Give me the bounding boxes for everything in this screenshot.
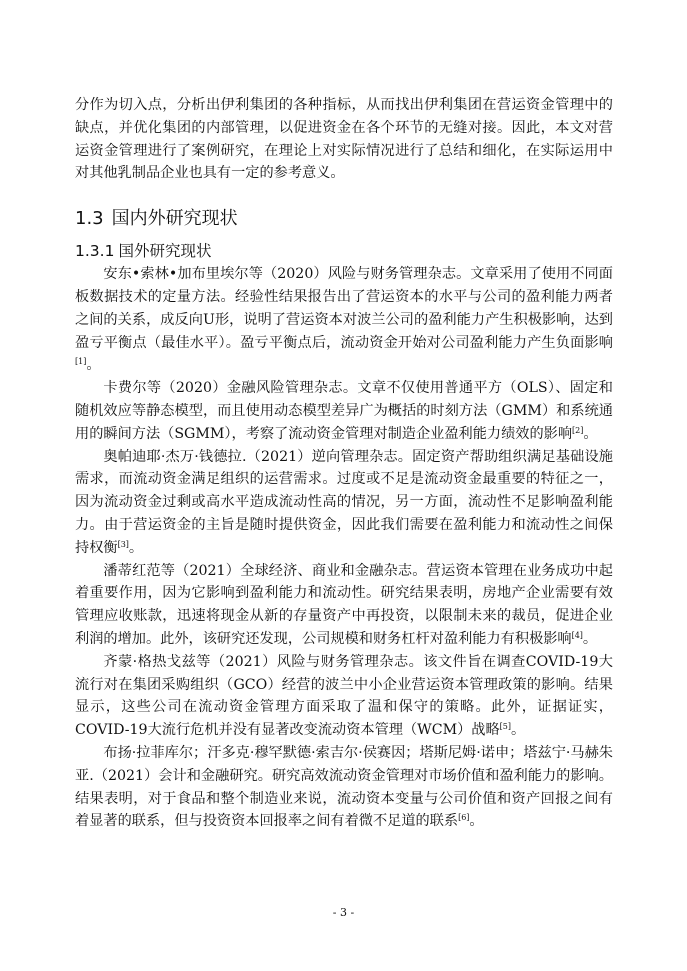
subsection-heading <box>75 239 613 263</box>
paragraph-text: 奥帕迪耶·杰万·钱德拉.（2021）逆向管理杂志。固定资产帮助组织满足基础设施需求，而流动资金满足组织的运营需求。过度或不足是流动资金最重要的特征之一，因为流动资金过剩或高水平造成流动性高的情况，另一方面，流动性不足影响盈利能力。由于营运资金的主旨是随时提供资金，因此我们需要在盈利能力和流动性之间保持权衡 <box>75 448 613 556</box>
citation-ref[interactable]: [2] <box>572 425 584 435</box>
citation-ref[interactable]: [4] <box>571 630 583 640</box>
section-title: 国内外研究现状 <box>111 208 238 230</box>
section-number: 1.3 <box>75 208 104 230</box>
paragraph-end: 。 <box>582 630 598 647</box>
paragraph-end: 。 <box>86 357 101 374</box>
paragraph-text: 潘蒂红范等（2021）全球经济、商业和金融杂志。营运资本管理在业务成功中起着重要作用，因为它影响到盈利能力和流动性。研究结果表明，房地产企业需要有效管理应收账款，迅速将现金从新的存量资产中再投资，以限制未来的裁员，促进企业利润的增加。此外，该研究还发现，公司规模和财务杠杆对盈利能力有积极影响 <box>75 562 613 647</box>
paragraph-1 <box>75 263 613 377</box>
paragraph-6 <box>75 742 613 833</box>
intro-paragraph: 分作为切入点，分析出伊利集团的各种指标，从而找出伊利集团在营运资金管理中的缺点，并优化集团的内部管理，以促进资金在各个环节的无缝对接。因此，本文对营运资金管理进行了案例研究，在理论上对实际情况进行了总结和细化，在实际运用中对其他乳制品企业也具有一定的参考意义。 <box>75 97 613 182</box>
subsection-number: 1.3.1 <box>75 242 115 261</box>
paragraph-end: 。 <box>583 425 598 442</box>
paragraph-end: 。 <box>511 722 526 739</box>
paragraph-text: 齐蒙·格热戈兹等（2021）风险与财务管理杂志。该文件旨在调查COVID-19大流行对在集团采购组织（GCO）经营的波兰中小企业营运资本管理政策的影响。结果显示，这些公司在流动资金管理方面采取了温和保守的策略。此外，证据证实，COVID-19大流行危机并没有显著改变流动资本管理（WCM）战略 <box>75 653 613 739</box>
paragraph-text: 卡费尔等（2020）金融风险管理杂志。文章不仅使用普通平方（OLS）、固定和随机效应等静态模型，而且使用动态模型差异广为概括的时刻方法（GMM）和系统通用的瞬间方法（SGMM），考察了流动资金管理对制造企业盈利能力绩效的影响 <box>75 380 613 442</box>
citation-ref[interactable]: [5] <box>499 722 512 732</box>
citation-ref[interactable]: [1] <box>75 357 87 367</box>
paragraph-text: 安东•索林•加布里埃尔等（2020）风险与财务管理杂志。文章采用了使用不同面板数据技术的定量方法。经验性结果报告出了营运资本的水平与公司的盈利能力两者之间的关系，成反向U形，说明了营运资本对波兰公司的盈利能力产生积极影响，达到盈亏平衡点（最佳水平）。盈亏平衡点后，流动资金开始对公司盈利能力产生负面影响 <box>75 266 613 351</box>
paragraph-3 <box>75 446 613 560</box>
page-number: - 3 - <box>332 906 355 919</box>
paragraph-5 <box>75 651 613 742</box>
paragraph-end: 。 <box>469 813 484 830</box>
citation-ref[interactable]: [3] <box>117 539 129 549</box>
paragraph-end: 。 <box>128 539 144 556</box>
paragraph-2 <box>75 377 613 445</box>
page-body <box>75 94 613 833</box>
paragraph-text: 布扬·拉菲库尔；汗多克·穆罕默德·索吉尔·侯赛因；塔斯尼姆·诺申；塔兹宁·马赫朱亚.（2021）会计和金融研究。研究高效流动资金管理对市场价值和盈利能力的影响。结果表明，对于食品和整个制造业来说，流动资本变量与公司价值和资产回报之间有着显著的联系，但与投资资本回报率之间有着微不足道的联系 <box>75 744 613 830</box>
section-heading <box>75 207 613 231</box>
paragraph-4 <box>75 560 613 651</box>
subsection-title: 国外研究现状 <box>118 242 212 261</box>
citation-ref[interactable]: [6] <box>458 813 470 823</box>
